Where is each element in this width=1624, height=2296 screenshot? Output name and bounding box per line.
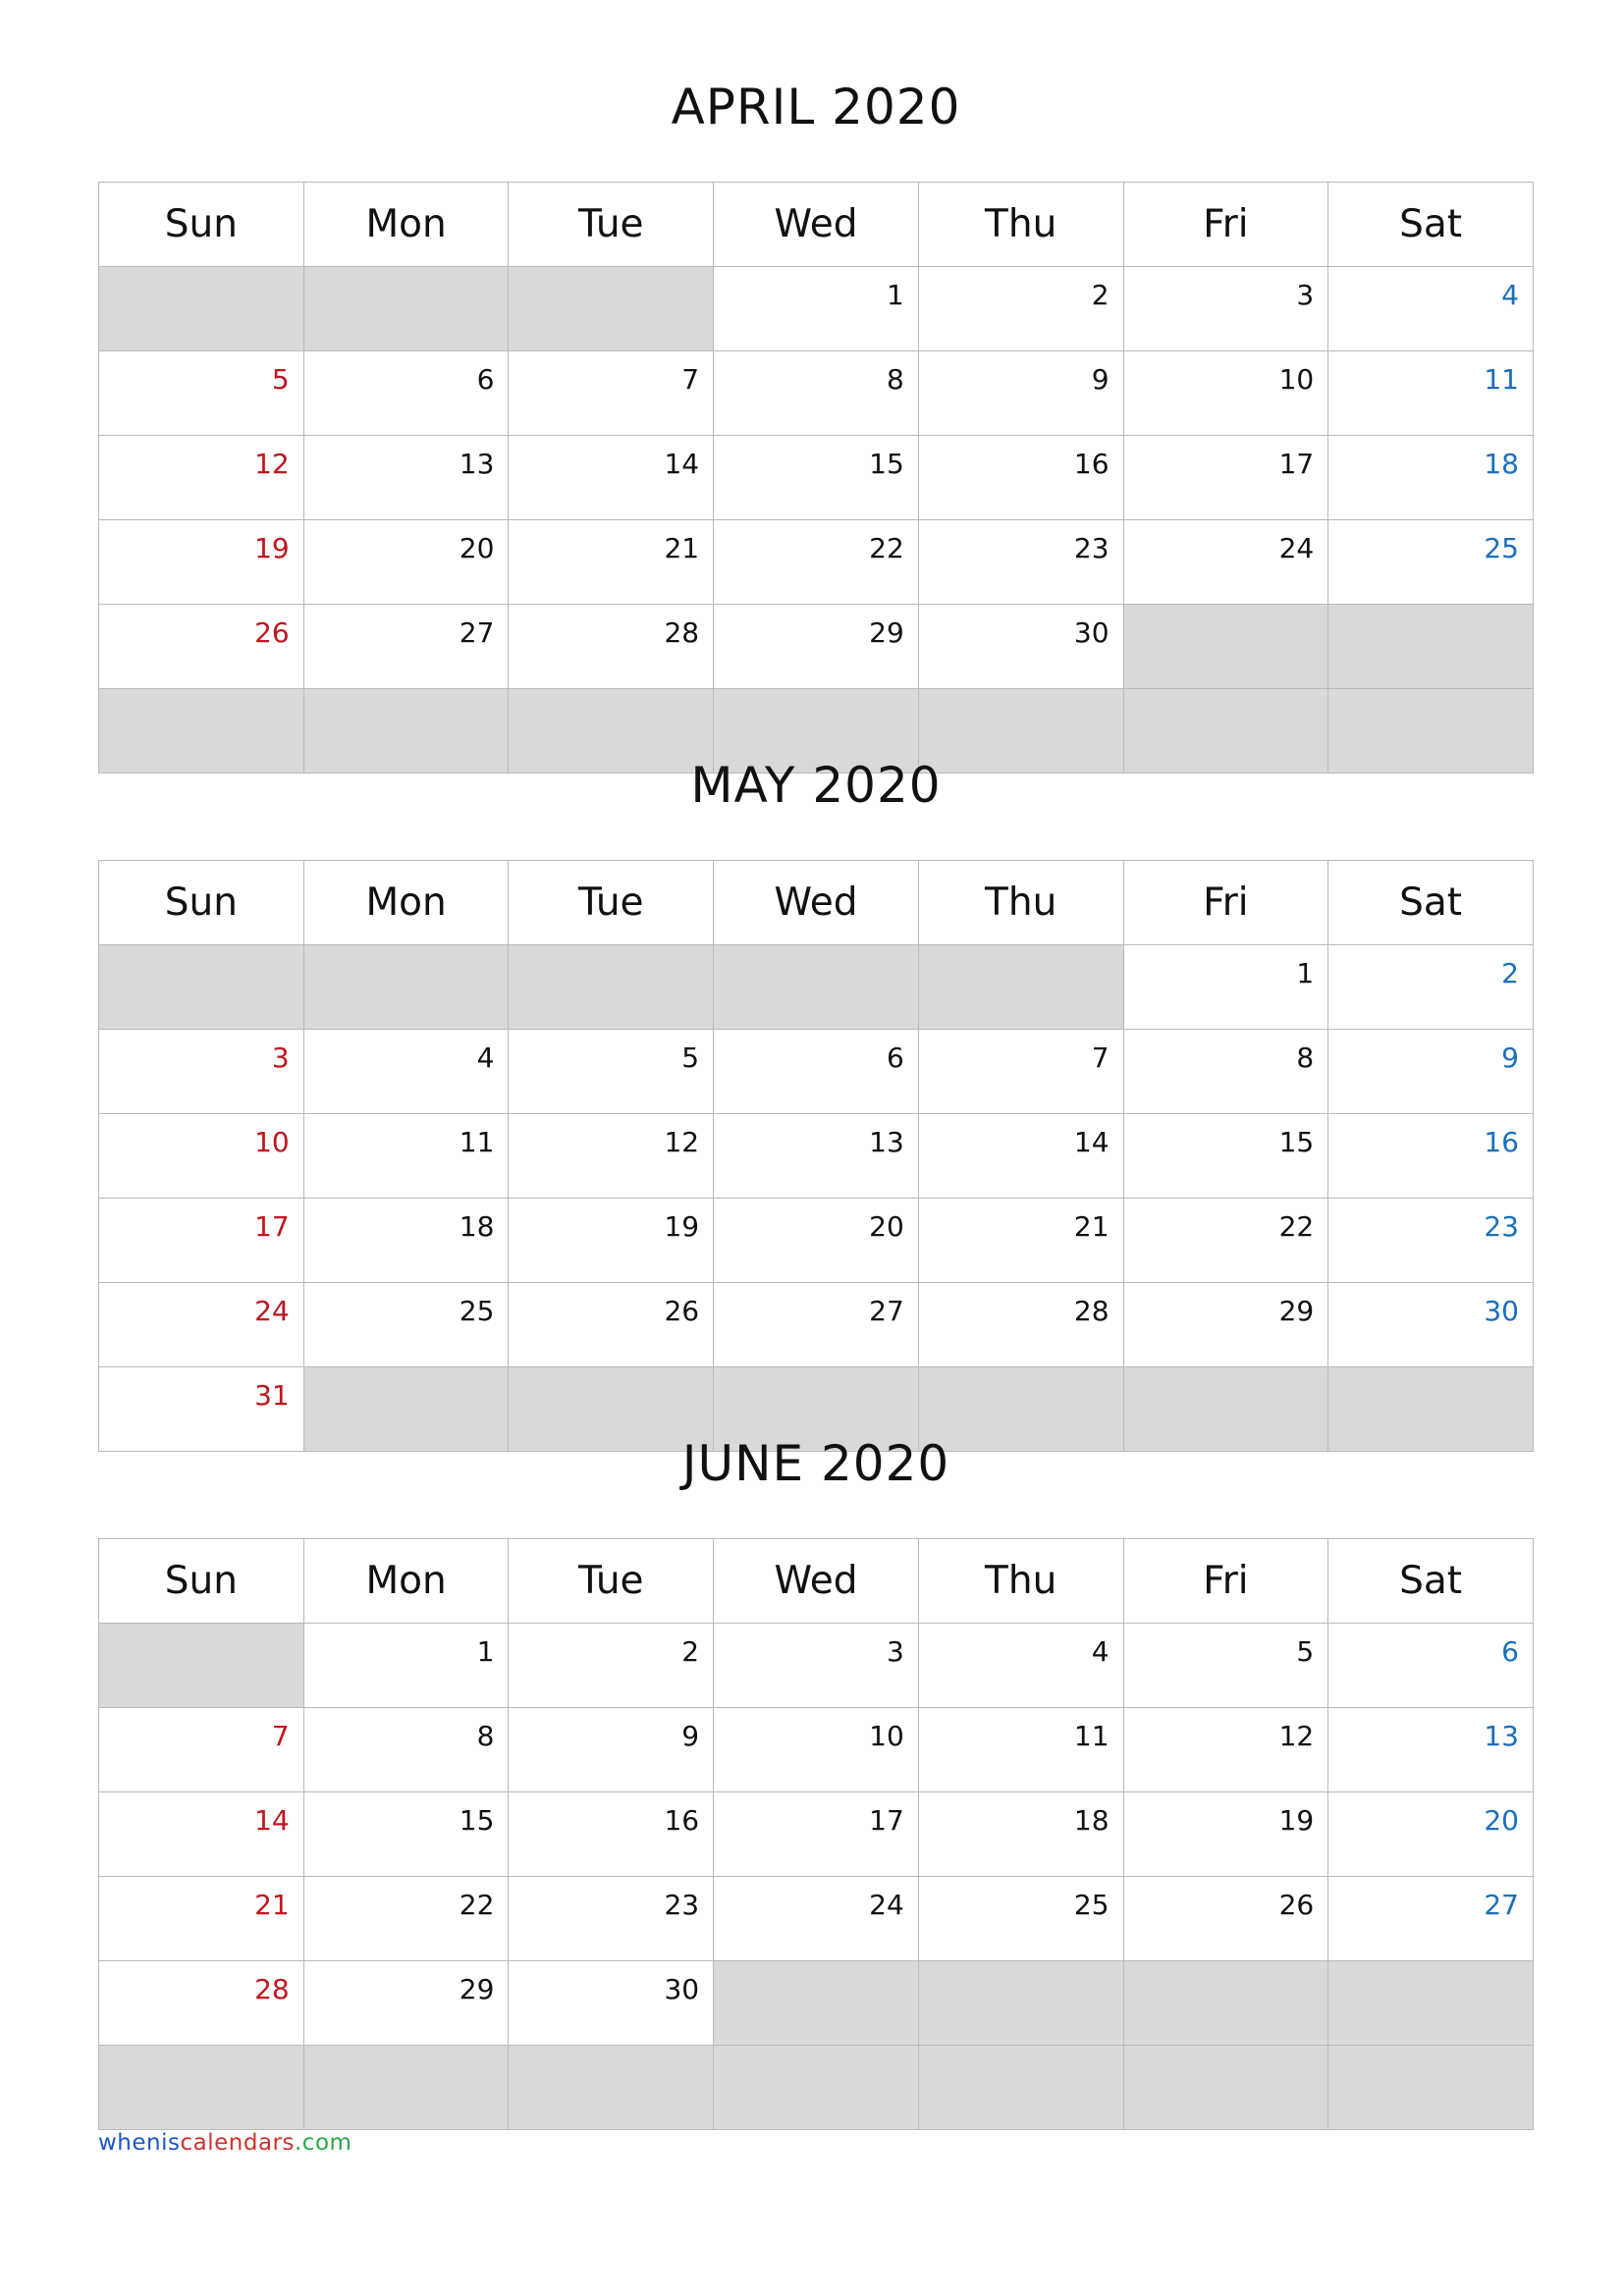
weekday-header-row: [99, 861, 1534, 945]
day-number: 28: [1073, 1295, 1110, 1327]
day-cell: [509, 1624, 714, 1708]
weekday-header: Thu: [918, 1539, 1123, 1624]
day-number: 1: [886, 279, 904, 311]
day-cell: [918, 1708, 1123, 1792]
day-cell: [99, 1708, 304, 1792]
day-cell: [99, 1792, 304, 1877]
empty-day-cell: [1328, 1961, 1534, 2046]
day-number: 24: [254, 1295, 290, 1327]
week-row: [99, 1708, 1534, 1792]
week-row: [99, 1792, 1534, 1877]
day-cell: [99, 1199, 304, 1283]
day-cell: [303, 1961, 509, 2046]
weekday-header: Sat: [1328, 1539, 1534, 1624]
day-number: 7: [681, 363, 700, 396]
day-number: 24: [1278, 532, 1315, 564]
weekday-header: Wed: [714, 861, 919, 945]
day-cell: [714, 520, 919, 605]
month-grid: [98, 182, 1534, 774]
weekday-header: Sun: [99, 861, 304, 945]
weekday-header: Sun: [99, 1539, 304, 1624]
day-number: 20: [459, 532, 495, 564]
day-number: 21: [1073, 1210, 1110, 1243]
day-number: 8: [1296, 1041, 1315, 1074]
week-row: [99, 1030, 1534, 1114]
day-number: 8: [886, 363, 904, 396]
day-cell: [509, 1792, 714, 1877]
empty-day-cell: [1328, 2046, 1534, 2130]
day-cell: [714, 1114, 919, 1199]
week-row: [99, 605, 1534, 689]
day-number: 5: [1296, 1635, 1315, 1668]
day-cell: [509, 520, 714, 605]
day-number: 19: [254, 532, 290, 564]
day-number: 5: [681, 1041, 700, 1074]
day-number: 7: [271, 1720, 290, 1752]
day-cell: [99, 1961, 304, 2046]
day-cell: [1328, 1792, 1534, 1877]
day-number: 28: [254, 1973, 290, 2005]
day-cell: [714, 267, 919, 351]
day-cell: [918, 605, 1123, 689]
day-number: 16: [664, 1804, 700, 1837]
day-cell: [918, 1792, 1123, 1877]
day-cell: [303, 1624, 509, 1708]
day-cell: [1328, 351, 1534, 436]
week-row: [99, 1624, 1534, 1708]
day-number: 14: [254, 1804, 290, 1837]
day-cell: [1123, 267, 1328, 351]
day-cell: [99, 1114, 304, 1199]
day-cell: [1328, 1283, 1534, 1367]
day-number: 10: [1278, 363, 1315, 396]
day-number: 10: [869, 1720, 904, 1752]
day-number: 9: [681, 1720, 700, 1752]
day-number: 4: [1091, 1635, 1110, 1668]
weekday-header: Tue: [509, 861, 714, 945]
day-number: 18: [1484, 448, 1519, 480]
day-number: 13: [1484, 1720, 1519, 1752]
day-number: 27: [459, 616, 495, 649]
month-title: MAY 2020: [690, 757, 942, 814]
week-row: [99, 436, 1534, 520]
day-number: 2: [681, 1635, 700, 1668]
day-number: 22: [869, 532, 904, 564]
empty-day-cell: [1123, 605, 1328, 689]
day-number: 13: [459, 448, 495, 480]
week-row: [99, 1114, 1534, 1199]
weekday-header: Sat: [1328, 861, 1534, 945]
weekday-header: Wed: [714, 183, 919, 267]
day-number: 29: [869, 616, 904, 649]
empty-day-cell: [714, 2046, 919, 2130]
day-cell: [303, 1114, 509, 1199]
empty-day-cell: [1123, 1961, 1328, 2046]
day-cell: [303, 1199, 509, 1283]
day-number: 3: [271, 1041, 290, 1074]
day-number: 23: [1073, 532, 1110, 564]
day-number: 21: [664, 532, 700, 564]
day-cell: [99, 351, 304, 436]
day-number: 25: [1073, 1889, 1110, 1921]
day-cell: [1328, 945, 1534, 1030]
day-cell: [509, 605, 714, 689]
day-number: 10: [254, 1126, 290, 1158]
day-number: 15: [1278, 1126, 1315, 1158]
day-number: 14: [664, 448, 700, 480]
empty-day-cell: [509, 267, 714, 351]
weekday-header: Mon: [303, 861, 509, 945]
empty-day-cell: [509, 2046, 714, 2130]
day-number: 3: [1296, 279, 1315, 311]
day-number: 15: [459, 1804, 495, 1837]
day-number: 17: [1278, 448, 1315, 480]
day-number: 3: [886, 1635, 904, 1668]
empty-day-cell: [99, 1624, 304, 1708]
day-number: 18: [1073, 1804, 1110, 1837]
day-number: 12: [254, 448, 290, 480]
credit-part-whenis: whenis: [98, 2130, 181, 2156]
day-number: 4: [476, 1041, 495, 1074]
day-number: 27: [869, 1295, 904, 1327]
day-number: 12: [664, 1126, 700, 1158]
empty-day-cell: [714, 945, 919, 1030]
weekday-header: Fri: [1123, 861, 1328, 945]
day-cell: [918, 1877, 1123, 1961]
day-number: 23: [664, 1889, 700, 1921]
day-number: 11: [459, 1126, 495, 1158]
week-row: [99, 351, 1534, 436]
weekday-header: Fri: [1123, 1539, 1328, 1624]
day-cell: [918, 1199, 1123, 1283]
weekday-header: Sun: [99, 183, 304, 267]
day-cell: [714, 1877, 919, 1961]
empty-day-cell: [99, 945, 304, 1030]
day-cell: [1328, 436, 1534, 520]
day-number: 6: [476, 363, 495, 396]
day-number: 16: [1073, 448, 1110, 480]
day-number: 30: [664, 1973, 700, 2005]
week-row: [99, 1283, 1534, 1367]
month-title: APRIL 2020: [671, 79, 961, 135]
day-cell: [1123, 520, 1328, 605]
day-number: 8: [476, 1720, 495, 1752]
day-cell: [714, 1708, 919, 1792]
day-cell: [714, 605, 919, 689]
day-cell: [1328, 1114, 1534, 1199]
day-number: 26: [1278, 1889, 1315, 1921]
day-number: 25: [1484, 532, 1519, 564]
day-cell: [1123, 1199, 1328, 1283]
weekday-header: Thu: [918, 861, 1123, 945]
empty-day-cell: [1328, 605, 1534, 689]
day-cell: [714, 351, 919, 436]
day-number: 31: [254, 1379, 290, 1412]
day-cell: [918, 351, 1123, 436]
empty-day-cell: [303, 945, 509, 1030]
day-cell: [303, 520, 509, 605]
credit-part-com: .com: [295, 2130, 352, 2156]
month-grid: [98, 860, 1534, 1452]
day-number: 29: [459, 1973, 495, 2005]
day-number: 5: [271, 363, 290, 396]
weekday-header: Tue: [509, 183, 714, 267]
day-cell: [918, 267, 1123, 351]
day-cell: [714, 1199, 919, 1283]
day-number: 23: [1484, 1210, 1519, 1243]
day-number: 1: [1296, 957, 1315, 989]
day-cell: [509, 436, 714, 520]
day-number: 7: [1091, 1041, 1110, 1074]
empty-day-cell: [99, 267, 304, 351]
day-number: 15: [869, 448, 904, 480]
week-row: [99, 520, 1534, 605]
day-number: 27: [1484, 1889, 1519, 1921]
day-cell: [918, 1030, 1123, 1114]
empty-day-cell: [509, 945, 714, 1030]
day-cell: [918, 520, 1123, 605]
day-number: 25: [459, 1295, 495, 1327]
day-cell: [918, 436, 1123, 520]
week-row: [99, 1961, 1534, 2046]
credit-part-calendars: calendars: [180, 2130, 295, 2156]
day-number: 11: [1484, 363, 1519, 396]
day-cell: [1123, 436, 1328, 520]
weekday-header-row: [99, 183, 1534, 267]
day-cell: [303, 1030, 509, 1114]
day-cell: [1328, 520, 1534, 605]
day-number: 21: [254, 1889, 290, 1921]
day-cell: [1328, 1624, 1534, 1708]
weekday-header: Wed: [714, 1539, 919, 1624]
day-number: 18: [459, 1210, 495, 1243]
day-number: 29: [1278, 1295, 1315, 1327]
day-number: 30: [1073, 616, 1110, 649]
day-number: 13: [869, 1126, 904, 1158]
day-number: 22: [459, 1889, 495, 1921]
day-number: 17: [869, 1804, 904, 1837]
day-cell: [1123, 351, 1328, 436]
day-cell: [1123, 1624, 1328, 1708]
day-cell: [1123, 1114, 1328, 1199]
day-cell: [509, 1877, 714, 1961]
day-number: 30: [1484, 1295, 1519, 1327]
empty-day-cell: [99, 2046, 304, 2130]
week-row: [99, 1199, 1534, 1283]
day-number: 17: [254, 1210, 290, 1243]
day-cell: [918, 1624, 1123, 1708]
day-cell: [99, 1030, 304, 1114]
empty-day-cell: [1123, 2046, 1328, 2130]
day-cell: [1123, 1877, 1328, 1961]
day-number: 6: [1501, 1635, 1519, 1668]
day-number: 2: [1091, 279, 1110, 311]
day-cell: [99, 605, 304, 689]
day-number: 14: [1073, 1126, 1110, 1158]
weekday-header: Mon: [303, 183, 509, 267]
day-number: 19: [664, 1210, 700, 1243]
day-cell: [1123, 1030, 1328, 1114]
day-cell: [509, 1708, 714, 1792]
week-row: [99, 1877, 1534, 1961]
day-cell: [1328, 1708, 1534, 1792]
day-cell: [1123, 945, 1328, 1030]
weekday-header: Fri: [1123, 183, 1328, 267]
day-number: 20: [1484, 1804, 1519, 1837]
weekday-header: Thu: [918, 183, 1123, 267]
day-number: 26: [664, 1295, 700, 1327]
day-number: 26: [254, 616, 290, 649]
day-cell: [1123, 1708, 1328, 1792]
day-cell: [509, 1283, 714, 1367]
day-cell: [99, 1877, 304, 1961]
weekday-header: Sat: [1328, 183, 1534, 267]
weekday-header-row: [99, 1539, 1534, 1624]
empty-day-cell: [918, 945, 1123, 1030]
day-cell: [303, 605, 509, 689]
day-cell: [714, 1030, 919, 1114]
day-cell: [303, 1792, 509, 1877]
day-cell: [714, 1792, 919, 1877]
day-number: 2: [1501, 957, 1519, 989]
day-cell: [99, 520, 304, 605]
day-cell: [303, 1877, 509, 1961]
empty-day-cell: [918, 2046, 1123, 2130]
day-number: 20: [869, 1210, 904, 1243]
day-cell: [1328, 1199, 1534, 1283]
day-cell: [303, 1708, 509, 1792]
week-row: [99, 945, 1534, 1030]
day-number: 22: [1278, 1210, 1315, 1243]
empty-day-cell: [303, 267, 509, 351]
week-row: [99, 267, 1534, 351]
day-cell: [99, 1283, 304, 1367]
day-number: 1: [476, 1635, 495, 1668]
site-credit[interactable]: [98, 2130, 352, 2156]
day-number: 4: [1501, 279, 1519, 311]
day-number: 11: [1073, 1720, 1110, 1752]
day-cell: [99, 436, 304, 520]
day-cell: [714, 1624, 919, 1708]
day-cell: [1123, 1283, 1328, 1367]
day-cell: [509, 351, 714, 436]
day-cell: [1328, 1030, 1534, 1114]
month-title: JUNE 2020: [681, 1435, 950, 1492]
day-cell: [303, 351, 509, 436]
week-row: [99, 2046, 1534, 2130]
day-cell: [918, 1283, 1123, 1367]
day-cell: [509, 1114, 714, 1199]
day-cell: [509, 1030, 714, 1114]
day-cell: [303, 1283, 509, 1367]
day-number: 6: [886, 1041, 904, 1074]
day-number: 9: [1501, 1041, 1519, 1074]
day-number: 24: [869, 1889, 904, 1921]
day-number: 19: [1278, 1804, 1315, 1837]
day-number: 12: [1278, 1720, 1315, 1752]
day-cell: [918, 1114, 1123, 1199]
day-cell: [1328, 1877, 1534, 1961]
empty-day-cell: [918, 1961, 1123, 2046]
day-number: 16: [1484, 1126, 1519, 1158]
month-grid: [98, 1538, 1534, 2130]
day-number: 9: [1091, 363, 1110, 396]
day-cell: [714, 1283, 919, 1367]
weekday-header: Tue: [509, 1539, 714, 1624]
day-cell: [1123, 1792, 1328, 1877]
empty-day-cell: [303, 2046, 509, 2130]
day-cell: [303, 436, 509, 520]
day-cell: [1328, 267, 1534, 351]
day-cell: [509, 1961, 714, 2046]
day-number: 28: [664, 616, 700, 649]
day-cell: [714, 436, 919, 520]
weekday-header: Mon: [303, 1539, 509, 1624]
day-cell: [509, 1199, 714, 1283]
empty-day-cell: [714, 1961, 919, 2046]
